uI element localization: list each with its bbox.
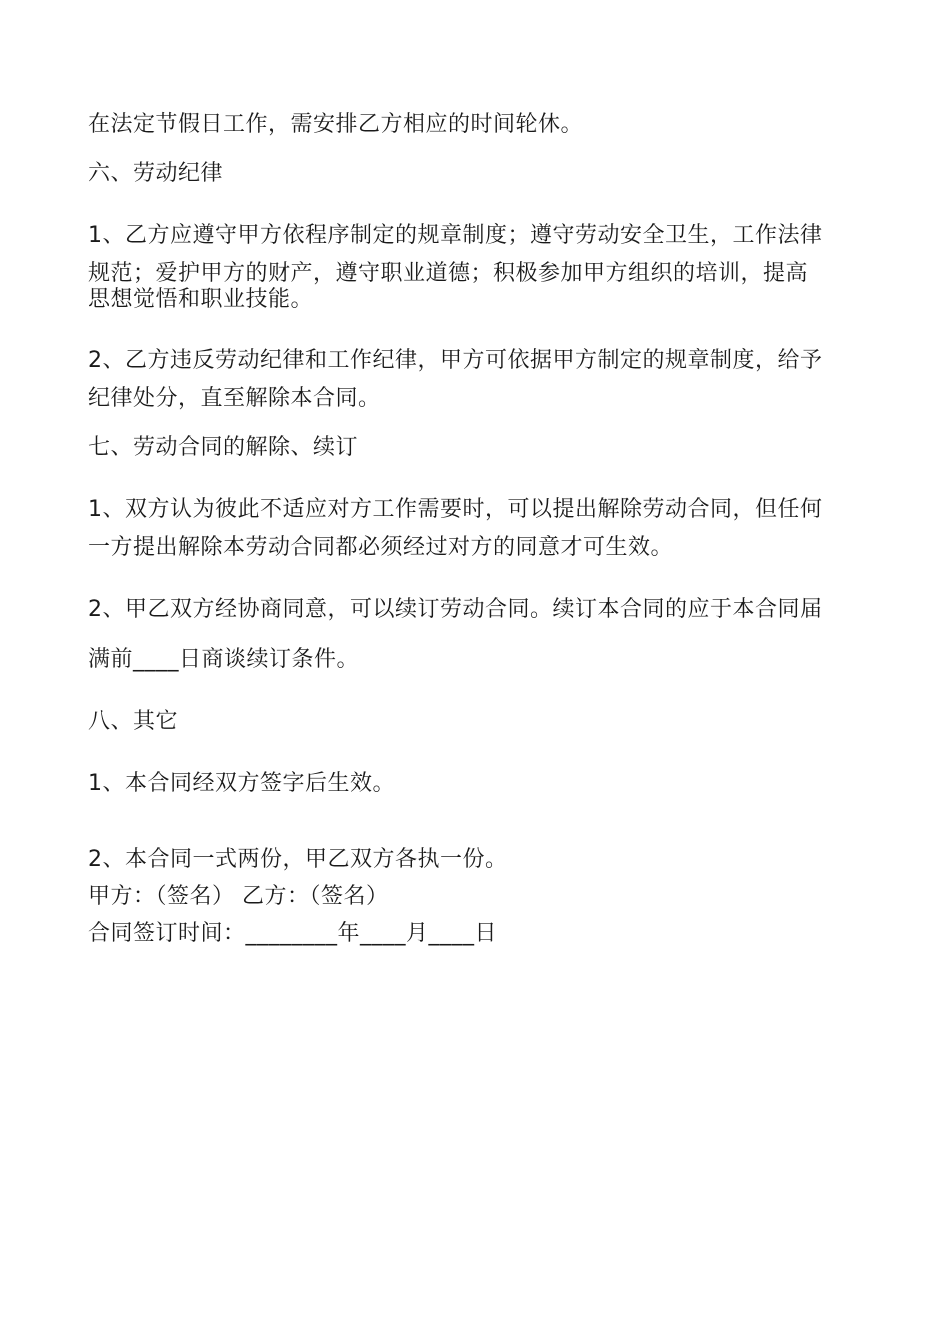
section-heading-others: 八、其它 xyxy=(88,709,179,734)
clause-7-2-line-2: 满前____日商谈续订条件。 xyxy=(88,647,360,672)
clause-7-1-line-1: 1、双方认为彼此不适应对方工作需要时，可以提出解除劳动合同，但任何 xyxy=(88,497,823,522)
section-heading-termination-renewal: 七、劳动合同的解除、续订 xyxy=(88,435,359,460)
clause-6-1-line-3: 思想觉悟和职业技能。 xyxy=(88,287,314,312)
signature-line: 甲方：（签名） 乙方：（签名） xyxy=(88,884,389,909)
clause-6-2-line-1: 2、乙方违反劳动纪律和工作纪律，甲方可依据甲方制定的规章制度，给予 xyxy=(88,348,823,373)
clause-8-2: 2、本合同一式两份，甲乙双方各执一份。 xyxy=(88,847,508,872)
clause-6-1-line-1: 1、乙方应遵守甲方依程序制定的规章制度；遵守劳动安全卫生，工作法律 xyxy=(88,223,823,248)
clause-7-2-line-1: 2、甲乙双方经协商同意，可以续订劳动合同。续订本合同的应于本合同届 xyxy=(88,597,823,622)
paragraph-holiday-rest: 在法定节假日工作，需安排乙方相应的时间轮休。 xyxy=(88,112,584,137)
clause-8-1: 1、本合同经双方签字后生效。 xyxy=(88,771,395,796)
section-heading-labor-discipline: 六、劳动纪律 xyxy=(88,161,224,186)
signing-date-line: 合同签订时间：________年____月____日 xyxy=(88,921,498,946)
clause-6-1-line-2: 规范；爱护甲方的财产，遵守职业道德；积极参加甲方组织的培训，提高 xyxy=(88,261,809,286)
clause-6-2-line-2: 纪律处分，直至解除本合同。 xyxy=(88,386,381,411)
clause-7-1-line-2: 一方提出解除本劳动合同都必须经过对方的同意才可生效。 xyxy=(88,535,674,560)
